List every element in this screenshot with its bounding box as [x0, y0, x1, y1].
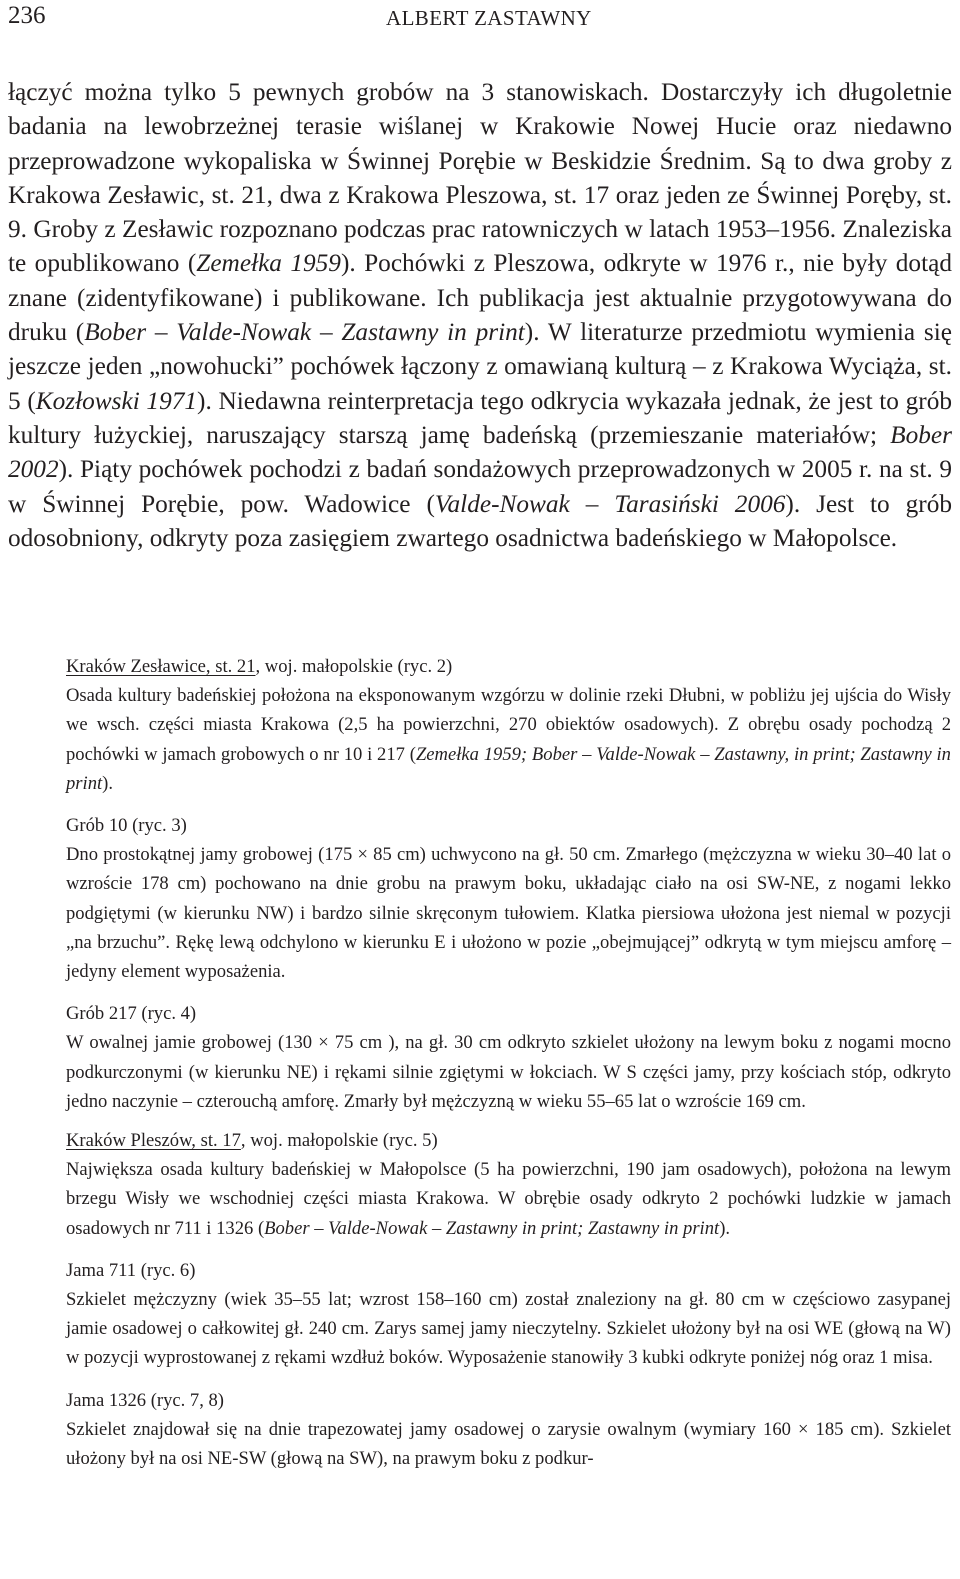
feature-description: W owalnej jamie grobowej (130 × 75 cm ), na gł. 30 cm odkryto szkielet ułożony na lewym boku z nogami mocno podkurczonymi (w kierunku NE) i rękami silnie zgiętymi w łokciach. W S części jamy, przy kościach stóp, odkryto jedno naczynie – czterouchą amforę. Zmarły był mężczyzną w wieku 55–65 lat o wzroście 169 cm. — [66, 1032, 951, 1112]
text-run: ). Jest to grób odosobniony, odkryty poza zasięgiem zwartego osadnictwa badeńskiego w Małopolsce. — [8, 489, 953, 552]
feature-heading: Jama 711 (ryc. 6) — [66, 1259, 196, 1281]
running-head: ALBERT ZASTAWNY — [386, 6, 592, 30]
citation: Bober 2002 — [8, 420, 952, 484]
site-heading-rest: , woj. małopolskie (ryc. 2) — [255, 656, 453, 677]
site-catalogue — [66, 652, 951, 1473]
site-heading-rest: , woj. małopolskie (ryc. 5) — [240, 1130, 438, 1152]
text-run: łączyć można tylko 5 pewnych grobów na 3 stanowiskach. Dostarczyły ich długoletnie badania na lewobrzeżnej terasie wiślanej w Krakowie Nowej Hucie oraz niedawno przeprowadzone wykopaliska w Świnnej Porębie w Beskidzie Średnim. Są to dwa groby z Krakowa Zesławic, st. 21, dwa z Krakowa Pleszowa, st. 17 oraz jeden ze Świnnej Poręby, st. 9. Groby z Zesławic rozpoznano podczas prac ratowniczych w latach 1953–1956. Znaleziska te opublikowano ( — [8, 78, 952, 278]
text-run: ). — [719, 1217, 731, 1239]
text-run: ). Piąty pochówek pochodzi z badań sondażowych przeprowadzonych w 2005 r. na st. 9 w Świnnej Porębie, pow. Wadowice ( — [8, 455, 952, 518]
feature-description: Szkielet mężczyzny (wiek 35–55 lat; wzrost 158–160 cm) został znaleziony na gł. 80 cm w częściowo zasypanej jamie osadowej o całkowitej gł. 240 cm. Zarys samej jamy nieczytelny. Szkielet ułożony był na osi WE (głową na W) w pozycji wyprostowanej z rękami wzdłuż boków. Wyposażenie stanowiły 3 kubki odkryte poniżej nóg oraz 1 misa. — [66, 1289, 951, 1369]
text-run: ). — [102, 772, 114, 794]
site-heading — [66, 652, 951, 681]
text-run: ). W literaturze przedmiotu wymienia się jeszcze jeden „nowohucki” pochówek łączony z omawianą kulturą – z Krakowa Wyciąża, st. 5 ( — [8, 318, 952, 415]
feature-description: Szkielet znajdował się na dnie trapezowatej jamy osadowej o zarysie owalnym (wymiary 160 × 185 cm). Szkielet ułożony był na osi NE-SW (głową na SW), na prawym boku z podkur- — [66, 1418, 951, 1470]
site-name: Kraków Pleszów, st. 17 — [66, 1130, 241, 1152]
citation: Zemełka 1959 — [196, 249, 341, 278]
text-run: ). Niedawna reinterpretacja tego odkrycia wykazała jednak, że jest to grób kultury łużyckiej, naruszający starszą jamę badeńską (przemieszanie materiałów; — [8, 386, 952, 449]
citation: Bober – Valde-Nowak – Zastawny in print; Zastawny in print — [264, 1217, 720, 1239]
citation: Bober – Valde-Nowak – Zastawny in print — [84, 318, 525, 347]
main-paragraph — [8, 75, 952, 555]
citation: Valde-Nowak – Tarasiński 2006 — [434, 489, 786, 518]
feature-heading: Grób 217 (ryc. 4) — [66, 1003, 197, 1025]
site-description — [66, 681, 951, 798]
site-heading — [66, 1126, 951, 1155]
site-name: Kraków Zesławice, st. 21 — [66, 656, 256, 677]
site-description — [66, 1155, 951, 1243]
text-run: Największa osada kultury badeńskiej w Małopolsce (5 ha powierzchni, 190 jam osadowych), położona na lewym brzegu Wisły we wschodniej części miasta Krakowa. W obrębie osady odkryto 2 pochówki ludzkie w jamach osadowych nr 711 i 1326 ( — [66, 1159, 951, 1239]
text-run: ). Pochówki z Pleszowa, odkryte w 1976 r., nie były dotąd znane (zidentyfikowane) i publikowane. Ich publikacja jest aktualnie przygotowywana do druku ( — [8, 249, 952, 347]
feature-heading: Jama 1326 (ryc. 7, 8) — [66, 1389, 225, 1411]
page-number: 236 — [8, 2, 46, 29]
page-header — [8, 2, 960, 34]
citation: Kozłowski 1971 — [35, 386, 198, 415]
citation: Zemełka 1959; Bober – Valde-Nowak – Zastawny, in print; Zastawny in print — [66, 743, 951, 794]
feature-heading: Grób 10 (ryc. 3) — [66, 815, 187, 837]
feature-description: Dno prostokątnej jamy grobowej (175 × 85 cm) uchwycono na gł. 50 cm. Zmarłego (mężczyzna w wieku 30–40 lat o wzroście 178 cm) pochowano na dnie grobu na prawym boku, układając ciało na osi SW-NE, z nogami lekko podgiętymi (w kierunku NW) i bardzo silnie skręconym tułowiem. Klatka piersiowa ułożona jest niemal w pozycji „na brzuchu”. Rękę lewą odchylono w kierunku E i ułożono w pozie „obejmującej” odkrytą w tym miejscu amforę – jedyny element wyposażenia. — [66, 844, 951, 983]
text-run: Osada kultury badeńskiej położona na eksponowanym wzgórzu w dolinie rzeki Dłubni, w pobliżu jej ujścia do Wisły we wsch. części miasta Krakowa (2,5 ha powierzchni, 270 obiektów osadowych). Z obrębu osady pochodzą 2 pochówki w jamach grobowych o nr 10 i 217 ( — [66, 685, 951, 765]
